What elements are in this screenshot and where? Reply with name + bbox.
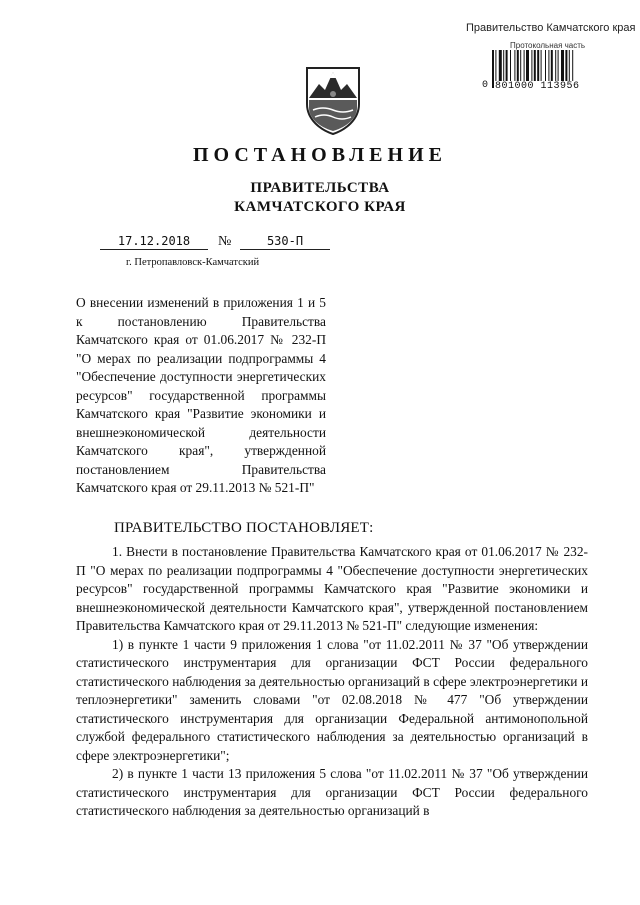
document-heading: ПОСТАНОВЛЕНИЕ — [193, 144, 447, 166]
government-line-2: КАМЧАТСКОГО КРАЯ — [234, 199, 406, 215]
document-title-block: О внесении изменений в приложения 1 и 5 к постановлению Правительства Камчатского края от 01.06.2017 № 232-П "О мерах по реализации подпрограммы 4 "Обеспечение доступности энергетических ресурсов" государственной программы Камчатского края "Развитие экономики и внешнеэкономической деятельности Камчатского края", утвержденной постановлением Правительства Камчатского края от 29.11.2013 № 521-П" — [76, 295, 326, 495]
registry-stamp-subtitle: Протокольная часть — [510, 41, 586, 50]
resolve-line: ПРАВИТЕЛЬСТВО ПОСТАНОВЛЯЕТ: — [114, 520, 374, 536]
document-number: 530-П — [240, 234, 330, 250]
body-paragraph-2: 1) в пункте 1 части 9 приложения 1 слова "от 11.02.2011 № 37 "Об утверждении статистического инструментария для организации ФСТ России федерального статистического наблюдения за деятельностью организаций в сфере электроэнергетики и теплоэнергетики" заменить словами "от 02.08.2018 № 477 "Об утверждении статистического инструментария для организации Федеральной антимонопольной службой федерального статистического наблюдения за деятельностью организаций в сфере электроэнергетики"; — [76, 636, 588, 763]
document-city: г. Петропавловск-Камчатский — [126, 257, 260, 268]
body-paragraph-1: 1. Внести в постановление Правительства Камчатского края от 01.06.2017 № 232-П "О мерах по реализации подпрограммы 4 "Обеспечение доступности энергетических ресурсов" государственной программы Камчатского края "Развитие экономики и внешнеэкономической деятельности Камчатского края", утвержденной постановлением Правительства Камчатского края от 29.11.2013 № 521-П" следующие изменения: — [76, 544, 588, 633]
document-body — [76, 543, 588, 821]
body-paragraph-3: 2) в пункте 1 части 13 приложения 5 слова "от 11.02.2011 № 37 "Об утверждении статистического инструментария для организации ФСТ России федерального статистического наблюдения за деятельностью организаций в — [76, 766, 588, 818]
number-sign: № — [218, 234, 232, 249]
registry-stamp-title: Правительство Камчатского края — [466, 22, 636, 34]
government-line-1: ПРАВИТЕЛЬСТВА — [250, 180, 390, 196]
document-date: 17.12.2018 — [100, 234, 208, 250]
kamchatka-coat-of-arms-icon — [303, 64, 363, 136]
barcode-left-digit: 0 — [482, 80, 489, 91]
barcode-number: 801000 113956 — [495, 81, 580, 92]
